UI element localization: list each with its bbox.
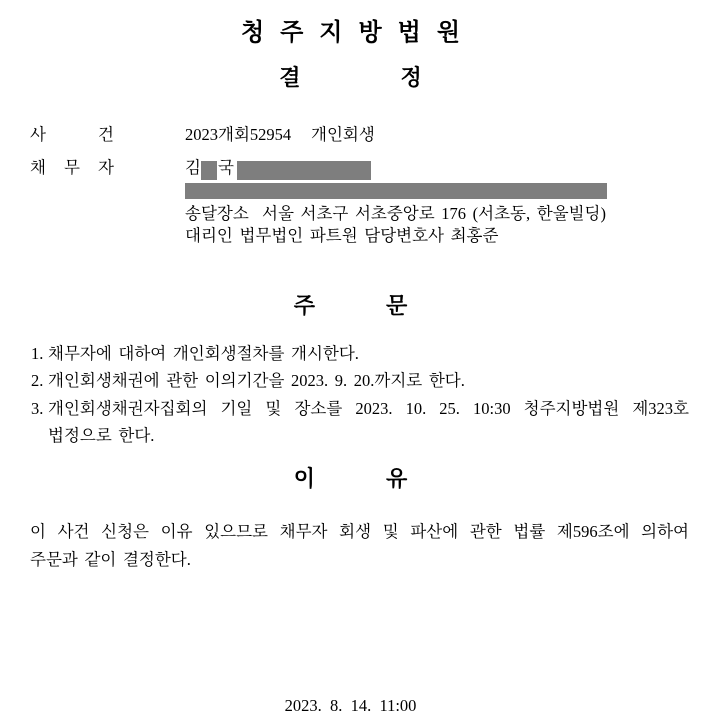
debtor-name-prefix: 김 [185,158,201,177]
reason-section-heading: 이유 [293,466,479,491]
order-item-3 [31,395,689,422]
debtor-label-char: 무 [64,158,80,177]
case-label-char: 사 [30,125,46,144]
attorney-line: 대리인 법무법인 파트원 담당변호사 최홍준 [185,226,499,245]
case-label-char: 건 [98,125,114,144]
order-item-number: 3. [31,398,44,418]
document-type-heading: 결정 [279,65,522,90]
order-item-text: 개인회생채권자집회의 기일 및 장소를 2023. 10. 25. 10:30 청주지방법원 제323호 [48,398,689,418]
redaction-box-name-middle [201,161,217,180]
debtor-name-suffix: 국 [218,158,234,177]
debtor-label-char: 자 [98,158,114,177]
redaction-box-name-rest [237,161,371,180]
order-item-number-spacer [31,422,48,449]
debtor-label [30,158,114,178]
order-item-number: 1. [31,344,44,363]
reason-body-line: 이 사건 신청은 이유 있으므로 채무자 회생 및 파산에 관한 법률 제596조에 의하여 [30,522,689,541]
order-item-text: 법정으로 한다. [48,426,155,446]
court-name-title: 청주지방법원 [240,19,477,46]
order-items-list [31,340,689,450]
order-item-2 [31,367,689,394]
order-item-text: 개인회생채권에 관한 이의기간을 2023. 9. 20.까지로 한다. [48,371,465,391]
service-address: 송달장소 서울 서초구 서초중앙로 176 (서초동, 한울빌딩) [185,204,606,223]
redaction-box-personal-info-line [185,183,607,199]
debtor-label-char: 채 [30,158,46,177]
order-section-heading: 주문 [293,293,479,318]
reason-body [30,518,689,574]
order-item-text: 채무자에 대하여 개인회생절차를 개시한다. [48,344,359,363]
reason-body-line: 주문과 같이 결정한다. [30,550,191,569]
case-number: 2023개회52954 개인회생 [185,125,375,144]
order-item-3-continuation [31,422,689,449]
order-item-1 [31,340,689,367]
order-item-number: 2. [31,371,44,391]
decision-datetime: 2023. 8. 14. 11:00 [284,696,417,715]
case-label [30,125,114,145]
